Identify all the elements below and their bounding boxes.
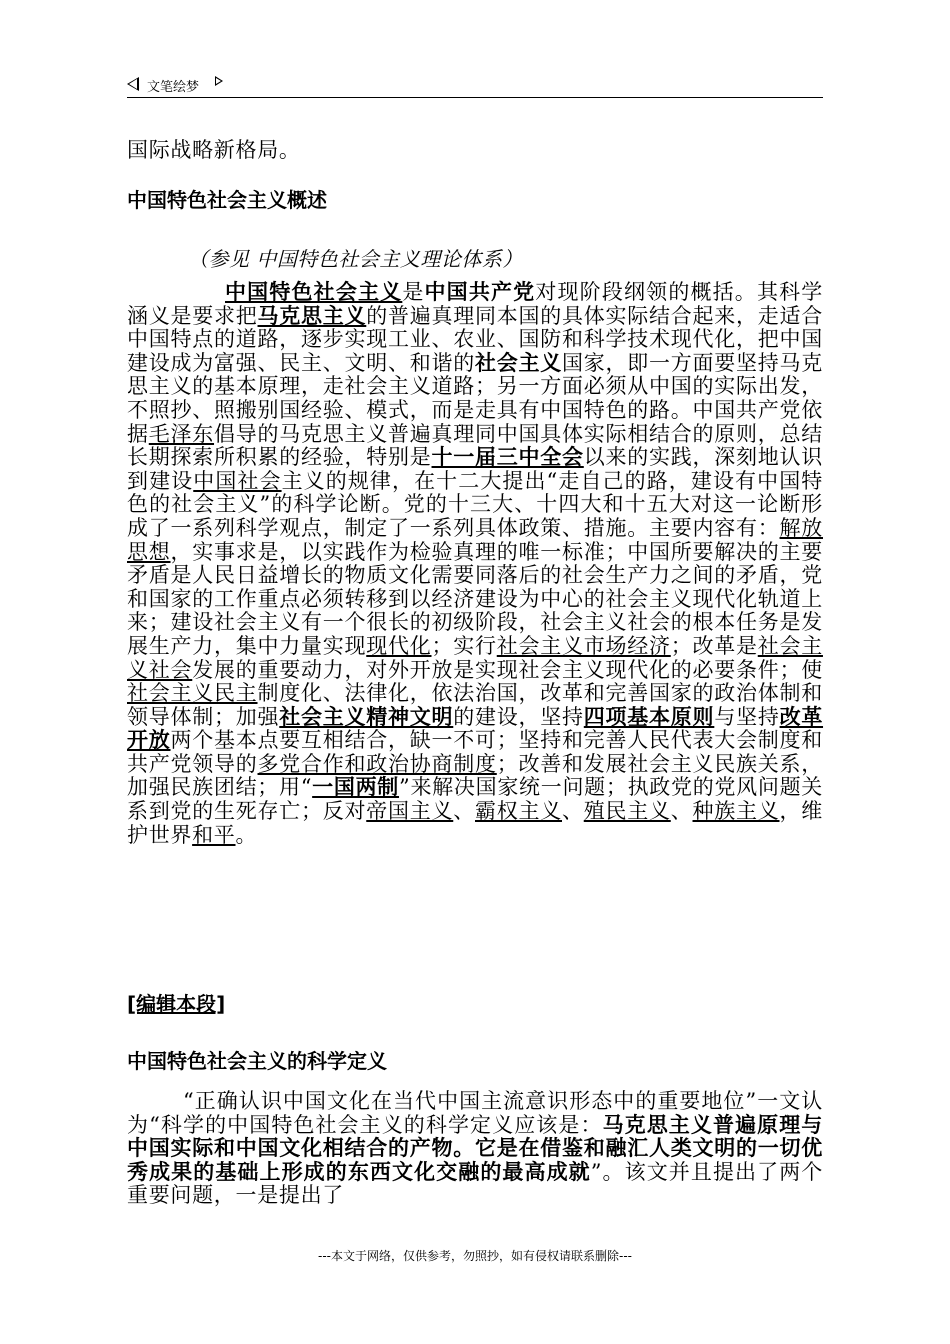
text-run: 社会主义 xyxy=(475,350,563,375)
section-title-overview: 中国特色社会主义概述 xyxy=(127,188,327,212)
text-run: ”。该文并且提出了两个重要问题，一是提出了 xyxy=(127,1159,823,1208)
text-run: 马克思主义普遍原理与中国实际和中国文化相结合的产物。它是在借鉴和融汇人类文明的一切优秀成果的基础上形成的东西文化交融的最高成就 xyxy=(127,1112,824,1184)
page-footer: ---本文于网络，仅供参考，勿照抄，如有侵权请联系删除--- xyxy=(318,1249,632,1263)
hyperlink[interactable]: 中国社会 xyxy=(193,468,282,493)
text-run: 。 xyxy=(235,822,258,847)
text-run: 发展的重要动力，对外开放是实现社会主义现代化的必要条件；使 xyxy=(192,657,823,682)
triangle-right-icon xyxy=(215,76,223,86)
definition-paragraph xyxy=(127,1090,823,1208)
text-run: 国家，即一方面要坚持马克思主义的基本原理，走社会主义道路；另一方面必须从中国的实际出发，不照抄、照搬别国经验、模式，而是走具有中国特色的路。中国共产党依据 xyxy=(127,350,823,446)
hyperlink[interactable]: 帝国主义 xyxy=(366,799,454,824)
hyperlink[interactable]: 和平 xyxy=(192,822,236,847)
section-title-definition: 中国特色社会主义的科学定义 xyxy=(127,1049,387,1073)
intro-line: 国际战略新格局。 xyxy=(127,138,301,162)
hyperlink[interactable]: 现代化 xyxy=(366,633,432,658)
hyperlink[interactable]: 霸权主义 xyxy=(475,799,562,824)
hyperlink[interactable]: 社会主义精神文明 xyxy=(279,704,454,729)
hyperlink[interactable]: 中国特色社会主义 xyxy=(225,280,403,304)
text-run: 倡导的马克思主义普遍真理同中国具体实际相结合的原则，总结长期探索所积累的经验，特别是 xyxy=(127,421,824,470)
text-run: 主义的规律，在十二大提出“走自己的路，建设有中国特色的社会主义”的科学论断。党的十三大、十四大和十五大对这一论断形成了一系列科学观点，制定了一系列具体政策、措施。主要内容有： xyxy=(127,468,823,540)
hyperlink[interactable]: 社会主义市场经济 xyxy=(496,633,671,658)
text-run: ，维护世界 xyxy=(127,799,823,847)
see-also-note: （参见 中国特色社会主义理论体系） xyxy=(188,247,523,271)
hyperlink[interactable]: 十一届三中全会 xyxy=(431,445,584,470)
text-run: ，实事求是，以实践作为检验真理的唯一标准；中国所要解决的主要矛盾是人民日益增长的物质文化需要同落后的社会生产力之间的矛盾，党和国家的工作重点必须转移到以经济建设为中心的社会主义现代化轨道上来；建设社会主义有一个很长的初级阶段，社会主义社会的根本任务是发展生产力，集中力量实现 xyxy=(127,539,824,658)
hyperlink[interactable]: 一国两制 xyxy=(312,775,400,800)
text-run: ；改善和发展社会主义民族关系，加强民族团结；用“ xyxy=(127,751,823,800)
text-run: ；改革是 xyxy=(670,633,758,658)
text-run: 、 xyxy=(453,799,475,824)
text-run: 是 xyxy=(402,280,425,304)
text-run: 的建设，坚持 xyxy=(453,704,584,729)
hyperlink[interactable]: 种族主义 xyxy=(692,799,780,824)
text-run: 与坚持 xyxy=(714,704,780,729)
text-run: 对现阶段纲领的概括。其科学涵义是要求把 xyxy=(127,280,824,328)
text-run: 两个基本点要互相结合，缺一不可；坚持和完善人民代表大会制度和共产党领导的 xyxy=(127,728,824,776)
text-run: “正确认识中国文化在当代中国主流意识形态中的重要地位”一文认为“科学的中国特色社会主义的科学定义应该是： xyxy=(127,1089,823,1137)
header-rule xyxy=(127,97,823,98)
hyperlink[interactable]: 殖民主义 xyxy=(583,799,671,824)
overview-paragraph xyxy=(127,281,823,847)
text-run: 以来的实践，深刻地认识到建设 xyxy=(127,445,823,493)
hyperlink[interactable]: 毛泽东 xyxy=(148,421,215,446)
hyperlink[interactable]: 改革开放 xyxy=(127,704,824,753)
triangle-left-icon xyxy=(127,77,139,91)
header-brand: 文笔绘梦 xyxy=(147,80,200,95)
hyperlink[interactable]: 多党合作和政治协商制度 xyxy=(257,751,497,776)
hyperlink[interactable]: 四项基本原则 xyxy=(583,704,715,729)
text-run: 制度化、法律化，依法治国，改革和完善国家的政治体制和领导体制；加强 xyxy=(127,681,823,729)
hyperlink[interactable]: 马克思主义 xyxy=(257,303,367,328)
text-run: ”来解决国家统一问题；执政党的党风问题关系到党的生死存亡；反对 xyxy=(127,775,823,824)
text-run: 、 xyxy=(562,799,584,824)
hyperlink[interactable]: 社会主义民主 xyxy=(127,681,258,706)
edit-section-link[interactable]: [编辑本段] xyxy=(127,992,226,1016)
text-run: 的普遍真理同本国的具体实际结合起来，走适合中国特点的道路，逐步实现工业、农业、国防和科学技术现代化，把中国建设成为富强、民主、文明、和谐的 xyxy=(127,303,824,375)
text-run: 、 xyxy=(670,799,693,824)
text-run: 中国共产党 xyxy=(424,280,536,304)
page-header xyxy=(127,74,823,98)
hyperlink[interactable]: 解放思想 xyxy=(127,515,823,564)
hyperlink[interactable]: 社会主义社会 xyxy=(127,633,823,682)
text-run: ；实行 xyxy=(431,633,497,658)
